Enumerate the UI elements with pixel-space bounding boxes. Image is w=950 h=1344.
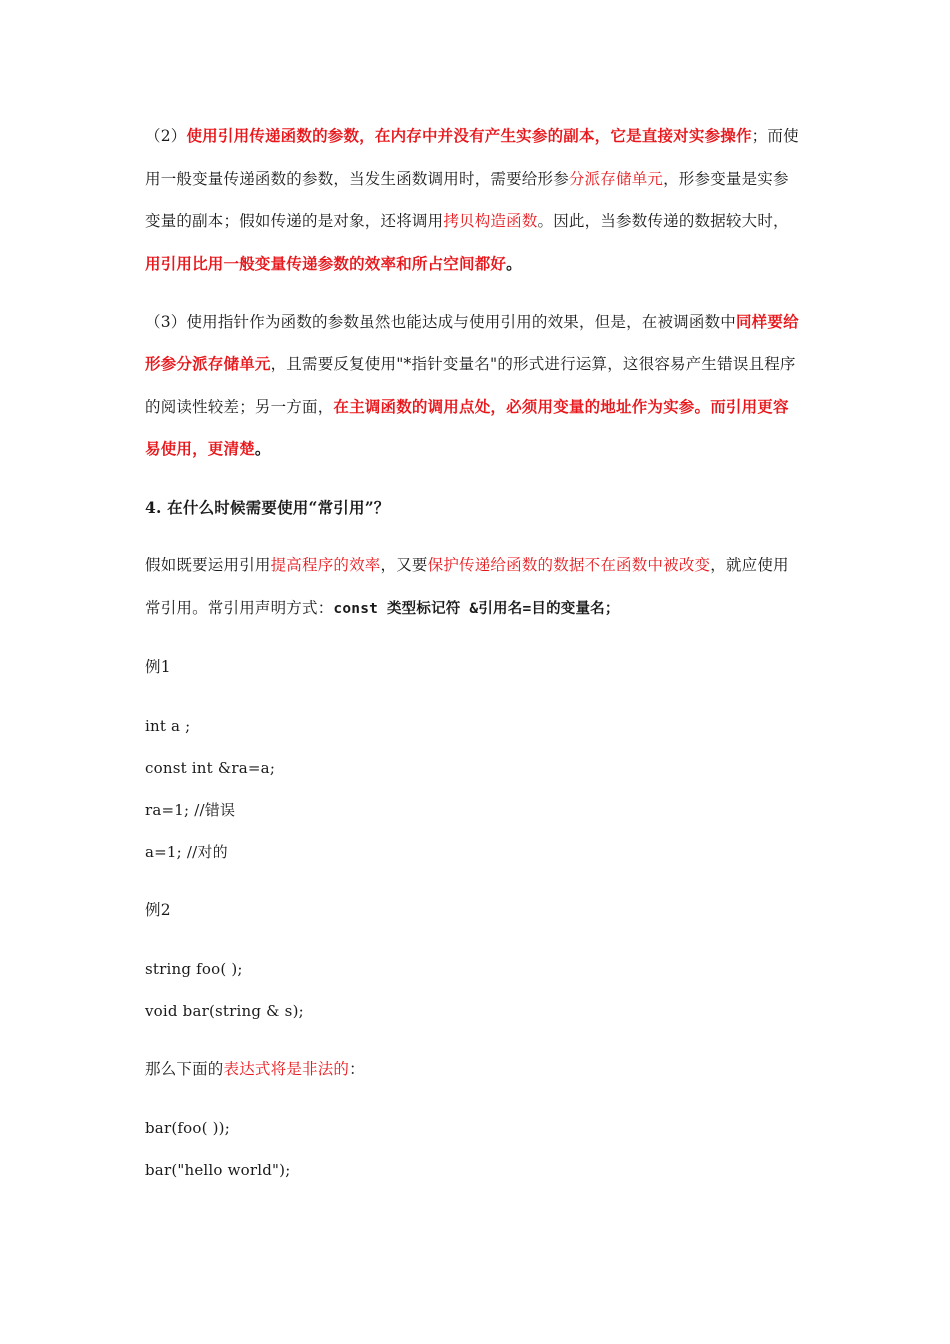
code-line: a=1; //对的: [145, 843, 228, 861]
para3-line4: [145, 437, 271, 461]
para2-line3: [145, 209, 789, 233]
para3-line2: [145, 352, 796, 376]
code-line: const int &ra=a;: [145, 759, 276, 777]
para3-line1: [145, 310, 799, 334]
para5-line: [145, 1057, 365, 1081]
para2-text: 。: [506, 254, 522, 273]
para2-text: 用一般变量传递函数的参数，当发生函数调用时，需要给形参: [145, 170, 569, 188]
section-heading: 4. 在什么时候需要使用“常引用”？: [145, 498, 390, 517]
para2-highlight: 用引用比用一般变量传递参数的效率和所占空间都好: [145, 254, 507, 273]
para3-text: 的阅读性较差；另一方面，: [145, 398, 334, 416]
code-line: void bar(string & s);: [145, 1002, 304, 1020]
example1-label: 例1: [145, 658, 171, 676]
para4-highlight: 提高程序的效率: [270, 556, 381, 574]
para4-text: ，又要: [380, 556, 428, 574]
para4-line1: [145, 553, 789, 577]
para2-highlight: 拷贝构造函数: [443, 212, 538, 230]
para2-number: （2）: [145, 127, 187, 145]
para3-highlight: 在主调函数的调用点处，必须用变量的地址作为实参。而引用更容: [333, 397, 789, 416]
para2-line4: [145, 252, 522, 276]
para4-text: 常引用。常引用声明方式：: [145, 599, 334, 617]
const-ref-syntax: const 类型标记符 &引用名=目的变量名；: [333, 601, 620, 617]
para5-highlight: 表达式将是非法的: [223, 1060, 350, 1078]
code-line: bar("hello world");: [145, 1161, 291, 1179]
para5-text: 那么下面的: [145, 1060, 224, 1078]
para2-line2: [145, 167, 789, 191]
para2-text: 变量的副本；假如传递的是对象，还将调用: [145, 212, 444, 230]
para3-highlight: 形参分派存储单元: [145, 354, 271, 373]
para3-line3: [145, 395, 789, 419]
code-line: string foo( );: [145, 960, 243, 978]
para4-highlight: 保护传递给函数的数据不在函数中被改变: [427, 556, 711, 574]
para2-text: 。因此，当参数传递的数据较大时，: [537, 212, 789, 230]
para3-highlight: 易使用，更清楚: [145, 439, 255, 458]
code-line: bar(foo( ));: [145, 1119, 230, 1137]
para2-highlight: 使用引用传递函数的参数，在内存中并没有产生实参的副本，它是直接对实参操作: [186, 126, 752, 145]
para3-text: （3）使用指针作为函数的参数虽然也能达成与使用引用的效果，但是，在被调函数中: [145, 313, 736, 331]
para3-text: 。: [254, 439, 271, 458]
para2-highlight: 分派存储单元: [568, 170, 664, 188]
para3-highlight: 同样要给: [735, 312, 799, 331]
code-line: int a ;: [145, 717, 191, 735]
para2-line1: [145, 124, 799, 148]
para4-text: ，就应使用: [710, 556, 789, 574]
code-line: ra=1; //错误: [145, 801, 236, 819]
para2-text: ，形参变量是实参: [663, 170, 789, 188]
para4-text: 假如既要运用引用: [145, 556, 271, 574]
para2-text: ；而使: [751, 127, 799, 145]
example2-label: 例2: [145, 901, 171, 919]
para5-text: ：: [349, 1060, 365, 1078]
para4-line2: [145, 596, 620, 621]
para3-text: ，且需要反复使用"*指针变量名"的形式进行运算，这很容易产生错误且程序: [270, 355, 796, 373]
